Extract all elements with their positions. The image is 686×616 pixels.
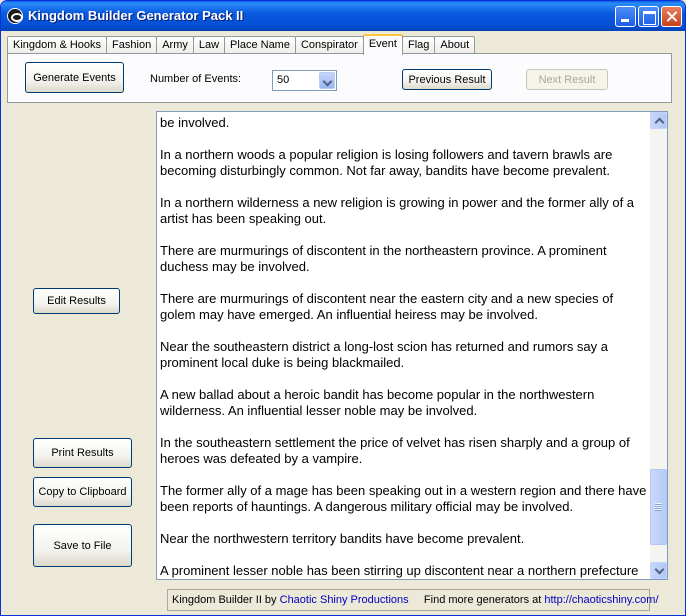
tab-strip [7,34,474,54]
tab-flag[interactable]: Flag [402,36,435,55]
tab-law[interactable]: Law [193,36,225,55]
scroll-up-icon[interactable] [650,112,667,129]
result-entry: In a northern woods a popular religion is losing followers and tavern brawls are becoming disturbingly common. Not far away, bandits have become prevalent. [160,147,613,178]
result-entry: The former ally of a mage has been speaking out in a western region and there have been reports of hauntings. A dangerous military official may be involved. [160,483,647,514]
result-entry: A prominent lesser noble has been stirring up discontent near a northern prefecture [160,563,639,578]
result-entry: be involved. [160,115,230,130]
result-entry: Near the southeastern district a long-lost scion has returned and rumors say a prominent local duke is being blackmailed. [160,339,609,370]
app-logo-icon[interactable] [7,8,23,24]
result-entry: There are murmurings of discontent in the northeastern province. A prominent duchess may be involved. [160,243,607,274]
chevron-down-icon[interactable] [319,72,335,89]
copy-to-clipboard-button[interactable]: Copy to Clipboard [33,477,132,507]
tab-about[interactable]: About [434,36,475,55]
edit-results-button[interactable]: Edit Results [33,288,120,314]
tab-kingdom-hooks[interactable]: Kingdom & Hooks [7,36,107,55]
scroll-down-icon[interactable] [650,562,667,579]
results-textbox[interactable] [156,111,668,580]
save-to-file-button[interactable]: Save to File [33,524,132,567]
number-of-events-label: Number of Events: [150,73,242,85]
results-text [160,112,650,580]
status-more-text: Find more generators at [423,594,542,606]
title-bar[interactable] [1,1,685,31]
maximize-button[interactable] [638,6,659,27]
tab-event[interactable]: Event [363,34,403,55]
generate-events-button[interactable]: Generate Events [25,62,124,93]
result-entry: In the southeastern settlement the price of velvet has risen sharply and a group of heroes was defeated by a vampire. [160,435,630,466]
number-of-events-select[interactable] [272,70,337,91]
status-bar [167,589,659,611]
previous-result-button[interactable]: Previous Result [402,69,492,90]
author-link[interactable]: Chaotic Shiny Productions [279,594,409,606]
vertical-scrollbar[interactable] [650,112,667,579]
result-entry: In a northern wilderness a new religion is growing in power and the former ally of a artist has been speaking out. [160,195,635,226]
tab-army[interactable]: Army [156,36,194,55]
close-button[interactable] [661,6,682,27]
number-of-events-value: 50 [277,74,290,86]
grip-icon [655,503,662,511]
tab-place-name[interactable]: Place Name [224,36,296,55]
tab-conspirator[interactable]: Conspirator [295,36,364,55]
tab-fashion[interactable]: Fashion [106,36,157,55]
minimize-button[interactable] [615,6,636,27]
result-entry: Near the northwestern territory bandits have become prevalent. [160,531,525,546]
result-entry: There are murmurings of discontent near the eastern city and a new species of golem may have emerged. An influential heiress may be involved. [160,291,614,322]
result-entry: A new ballad about a heroic bandit has become popular in the northwestern wilderness. An influential lesser noble may be involved. [160,387,595,418]
next-result-button[interactable]: Next Result [526,69,608,90]
scrollbar-thumb[interactable] [650,469,667,545]
site-link[interactable]: http://chaoticshiny.com/ [544,594,659,606]
window-title: Kingdom Builder Generator Pack II [28,8,244,23]
print-results-button[interactable]: Print Results [33,438,132,468]
status-credit-text: Kingdom Builder II by [172,594,277,606]
